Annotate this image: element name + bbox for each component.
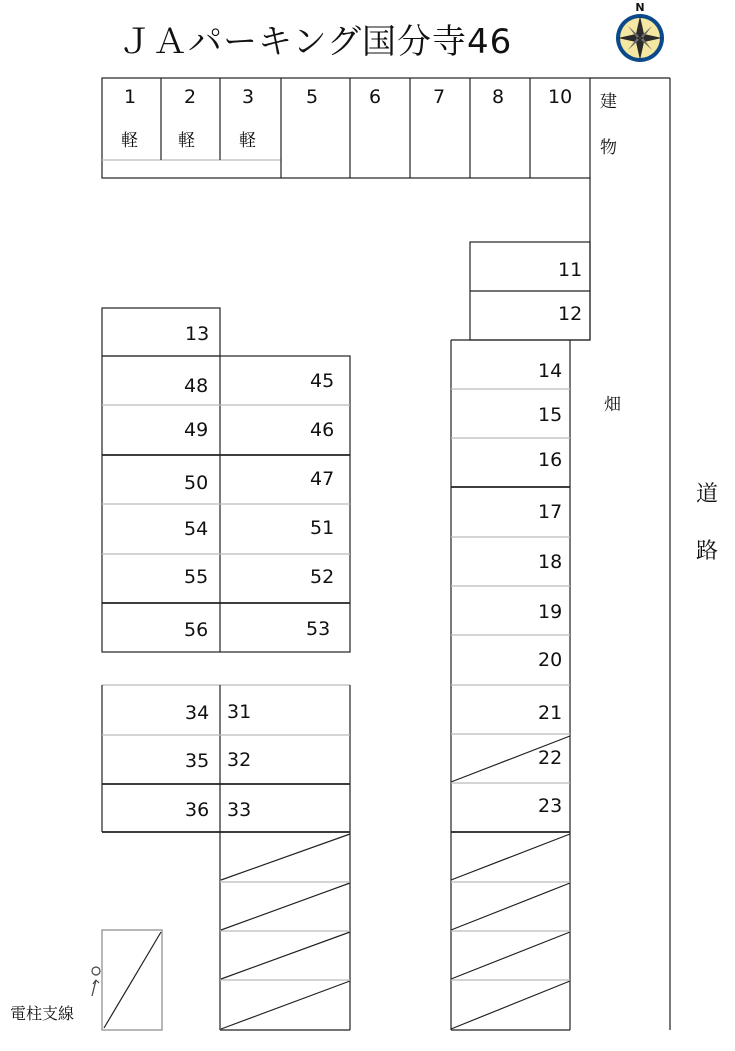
field-label: 畑 (604, 395, 621, 415)
space-label-6: 6 (369, 86, 382, 108)
building-label-1: 建 (600, 92, 617, 112)
building-label-2: 物 (600, 138, 617, 158)
space-label-3: 3 (242, 86, 255, 108)
space-label-33: 33 (227, 799, 252, 821)
space-label-21: 21 (538, 702, 563, 724)
space-label-48: 48 (184, 375, 209, 397)
compass-north-label: N (635, 1, 645, 14)
space-label-17: 17 (538, 501, 563, 523)
space-label-2: 2 (184, 86, 197, 108)
road-label-2: 路 (696, 539, 719, 564)
space-label-52: 52 (310, 566, 335, 588)
space-label-32: 32 (227, 749, 252, 771)
space-note-3: 軽 (239, 131, 256, 151)
top-row-frame (102, 78, 590, 178)
space-label-49: 49 (184, 419, 209, 441)
utility-pole-label: 電柱支線 (10, 1004, 75, 1023)
space-label-47: 47 (310, 468, 335, 490)
space-label-34: 34 (185, 702, 210, 724)
space-label-50: 50 (184, 472, 209, 494)
space-note-2: 軽 (178, 131, 195, 151)
space-label-35: 35 (185, 750, 210, 772)
space-label-54: 54 (184, 518, 209, 540)
space-label-16: 16 (538, 449, 563, 471)
space-label-22: 22 (538, 747, 563, 769)
space-label-8: 8 (492, 86, 505, 108)
space-label-1: 1 (124, 86, 137, 108)
space-label-51: 51 (310, 517, 335, 539)
space-label-36: 36 (185, 799, 210, 821)
space-label-18: 18 (538, 551, 563, 573)
space-label-7: 7 (433, 86, 446, 108)
space-label-23: 23 (538, 795, 563, 817)
space-label-12: 12 (558, 303, 583, 325)
space-label-11: 11 (558, 259, 583, 281)
space-label-13: 13 (185, 323, 210, 345)
space-label-15: 15 (538, 404, 563, 426)
space-label-45: 45 (310, 370, 335, 392)
space-label-46: 46 (310, 419, 335, 441)
page-title: ＪＡパーキング国分寺46 (118, 22, 513, 62)
space-label-10: 10 (548, 86, 573, 108)
space-note-1: 軽 (121, 131, 138, 151)
space-label-19: 19 (538, 601, 563, 623)
space-label-55: 55 (184, 566, 209, 588)
space-label-20: 20 (538, 649, 563, 671)
space-label-14: 14 (538, 360, 563, 382)
space-label-56: 56 (184, 619, 209, 641)
space-label-31: 31 (227, 701, 252, 723)
compass-icon (610, 0, 670, 66)
space-label-53: 53 (306, 618, 331, 640)
space-label-5: 5 (306, 86, 319, 108)
road-label-1: 道 (696, 482, 719, 507)
